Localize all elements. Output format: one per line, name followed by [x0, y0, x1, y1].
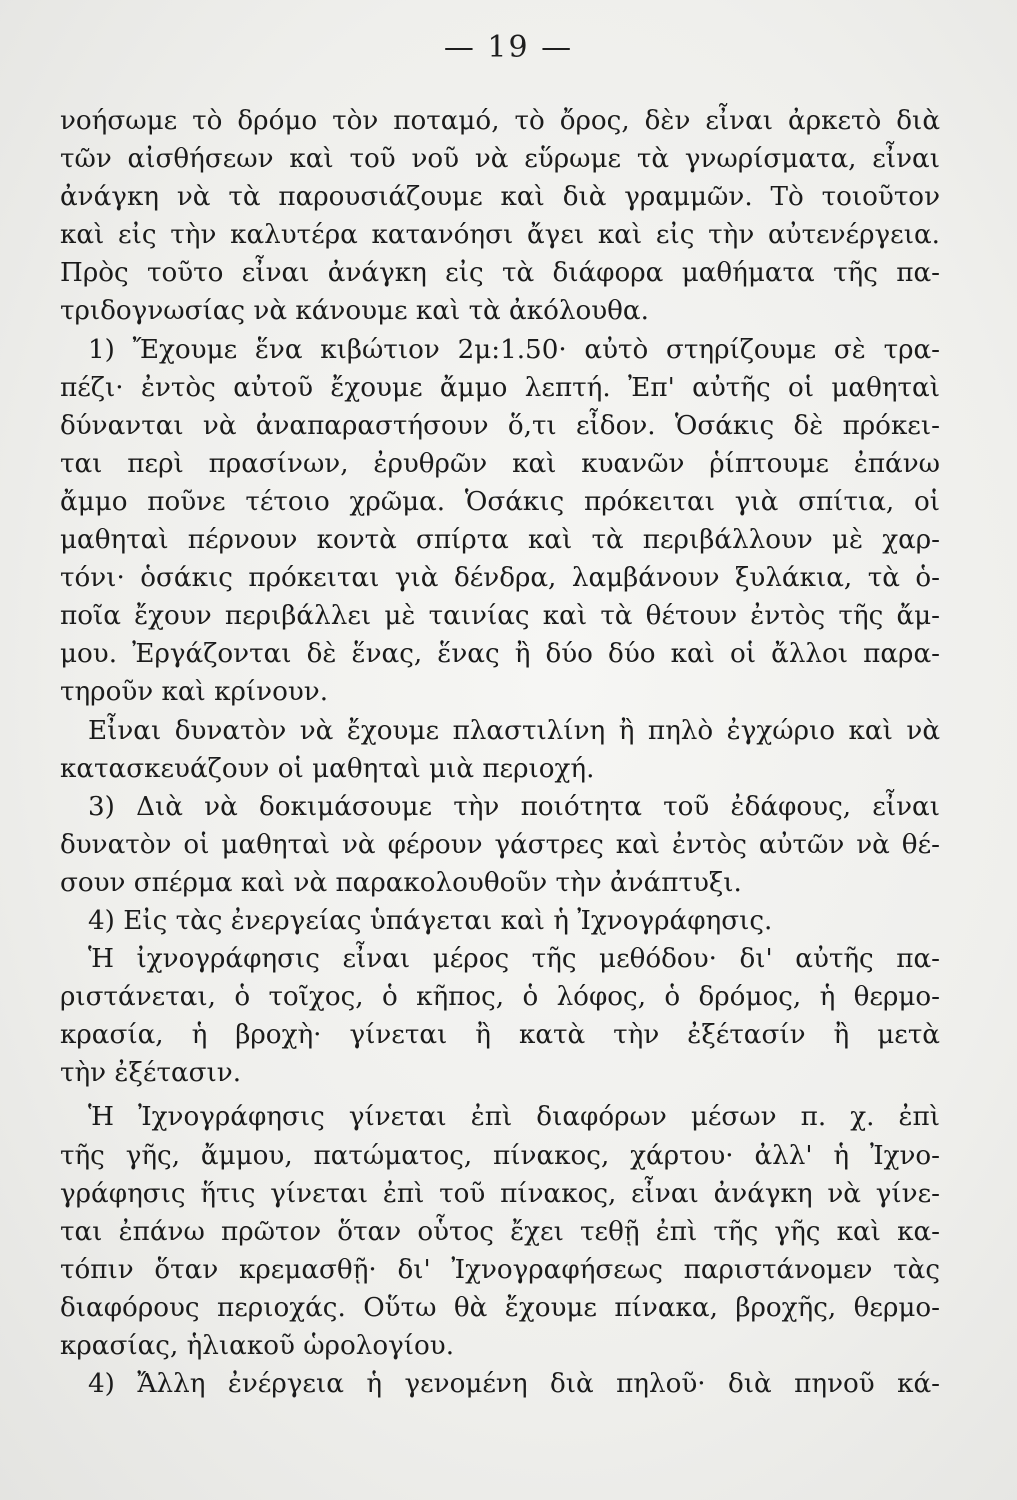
text-line: διαφόρους περιοχάς. Οὕτω θὰ ἔχουμε πίνακα, βροχῆς, θερμο-	[60, 1292, 940, 1323]
text-line: μαθηταὶ πέρνουν κοντὰ σπίρτα καὶ τὰ περιβάλλουν μὲ χαρ-	[60, 525, 940, 556]
paragraph	[60, 1365, 940, 1403]
text-line: τὴν ἐξέτασιν.	[60, 1058, 242, 1089]
text-line: τῆς γῆς, ἄμμου, πατώματος, πίνακος, χάρτου· ἀλλ' ἡ Ἰχνο-	[60, 1140, 940, 1171]
text-line: σουν σπέρμα καὶ νὰ παρακολουθοῦν τὴν ἀνάπτυξι.	[60, 867, 742, 898]
paragraph	[60, 940, 940, 1092]
text-line: ἄμμο ποῦνε τέτοιο χρῶμα. Ὁσάκις πρόκειται γιὰ σπίτια, οἱ	[60, 486, 940, 517]
text-line: Εἶναι δυνατὸν νὰ ἔχουμε πλαστιλίνη ἢ πηλὸ ἐγχώριο καὶ νὰ	[88, 715, 940, 746]
text-line: 3) Διὰ νὰ δοκιμάσουμε τὴν ποιότητα τοῦ ἐδάφους, εἶναι	[88, 791, 940, 822]
paragraph	[60, 712, 940, 788]
paragraph	[60, 902, 940, 940]
text-line: τόνι· ὁσάκις πρόκειται γιὰ δένδρα, λαμβάνουν ξυλάκια, τὰ ὁ-	[60, 563, 940, 594]
page-number: — 19 —	[443, 30, 574, 65]
body-text	[60, 102, 940, 1403]
text-line: μου. Ἐργάζονται δὲ ἕνας, ἕνας ἢ δύο δύο καὶ οἱ ἄλλοι παρα-	[60, 639, 940, 670]
text-line: 1) Ἔχουμε ἕνα κιβώτιον 2μ:1.50· αὐτὸ στηρίζουμε σὲ τρα-	[88, 334, 940, 365]
paragraph	[60, 331, 940, 712]
text-line: ται ἐπάνω πρῶτον ὅταν οὗτος ἔχει τεθῇ ἐπὶ τῆς γῆς καὶ κα-	[60, 1216, 940, 1247]
text-line: πέζι· ἐντὸς αὐτοῦ ἔχουμε ἄμμο λεπτή. Ἐπ' αὐτῆς οἱ μαθηταὶ	[60, 372, 940, 403]
text-line: τῶν αἰσθήσεων καὶ τοῦ νοῦ νὰ εὕρωμε τὰ γνωρίσματα, εἶναι	[60, 144, 940, 175]
text-line: Πρὸς τοῦτο εἶναι ἀνάγκη εἰς τὰ διάφορα μαθήματα τῆς πα-	[60, 258, 940, 289]
text-line: Ἡ ἰχνογράφησις εἶναι μέρος τῆς μεθόδου· δι' αὐτῆς πα-	[88, 944, 940, 975]
text-line: κρασία, ἡ βροχὴ· γίνεται ἢ κατὰ τὴν ἐξέτασίν ἢ μετὰ	[60, 1020, 940, 1051]
text-line: ται περὶ πρασίνων, ἐρυθρῶν καὶ κυανῶν ῥίπτουμε ἐπάνω	[60, 448, 940, 479]
text-line: γράφησις ἥτις γίνεται ἐπὶ τοῦ πίνακος, εἶναι ἀνάγκη νὰ γίνε-	[60, 1178, 940, 1209]
paragraph	[60, 1098, 940, 1365]
text-line: δύνανται νὰ ἀναπαραστήσουν ὅ,τι εἶδον. Ὁσάκις δὲ πρόκει-	[60, 410, 940, 441]
text-line: Ἡ Ἰχνογράφησις γίνεται ἐπὶ διαφόρων μέσων π. χ. ἐπὶ	[88, 1102, 940, 1133]
text-line: τηροῦν καὶ κρίνουν.	[60, 677, 329, 708]
text-line: κατασκευάζουν οἱ μαθηταὶ μιὰ περιοχή.	[60, 753, 595, 784]
paragraph	[60, 102, 940, 331]
text-line: δυνατὸν οἱ μαθηταὶ νὰ φέρουν γάστρες καὶ ἐντὸς αὐτῶν νὰ θέ-	[60, 829, 940, 860]
text-line: τριδογνωσίας νὰ κάνουμε καὶ τὰ ἀκόλουθα.	[60, 296, 649, 327]
text-line: τόπιν ὅταν κρεμασθῇ· δι' Ἰχνογραφήσεως παριστάνομεν τὰς	[60, 1254, 940, 1285]
text-line: ποῖα ἔχουν περιβάλλει μὲ ταινίας καὶ τὰ θέτουν ἐντὸς τῆς ἄμ-	[60, 601, 940, 632]
text-line: νοήσωμε τὸ δρόμο τὸν ποταμό, τὸ ὄρος, δὲν εἶναι ἀρκετὸ διὰ	[60, 106, 940, 136]
text-line: καὶ εἰς τὴν καλυτέρα κατανόησι ἄγει καὶ εἰς τὴν αὐτενέργεια.	[60, 220, 940, 251]
text-line: ἀνάγκη νὰ τὰ παρουσιάζουμε καὶ διὰ γραμμῶν. Τὸ τοιοῦτον	[60, 182, 940, 213]
text-line: κρασίας, ἡλιακοῦ ὡρολογίου.	[60, 1331, 455, 1361]
text-line: ριστάνεται, ὁ τοῖχος, ὁ κῆπος, ὁ λόφος, ὁ δρόμος, ἡ θερμο-	[60, 982, 940, 1013]
paragraph	[60, 788, 940, 902]
text-line: 4) Ἄλλη ἐνέργεια ἡ γενομένη διὰ πηλοῦ· διὰ πηνοῦ κά-	[88, 1369, 940, 1400]
text-line: 4) Εἰς τὰς ἐνεργείας ὑπάγεται καὶ ἡ Ἰχνογράφησις.	[88, 905, 773, 936]
